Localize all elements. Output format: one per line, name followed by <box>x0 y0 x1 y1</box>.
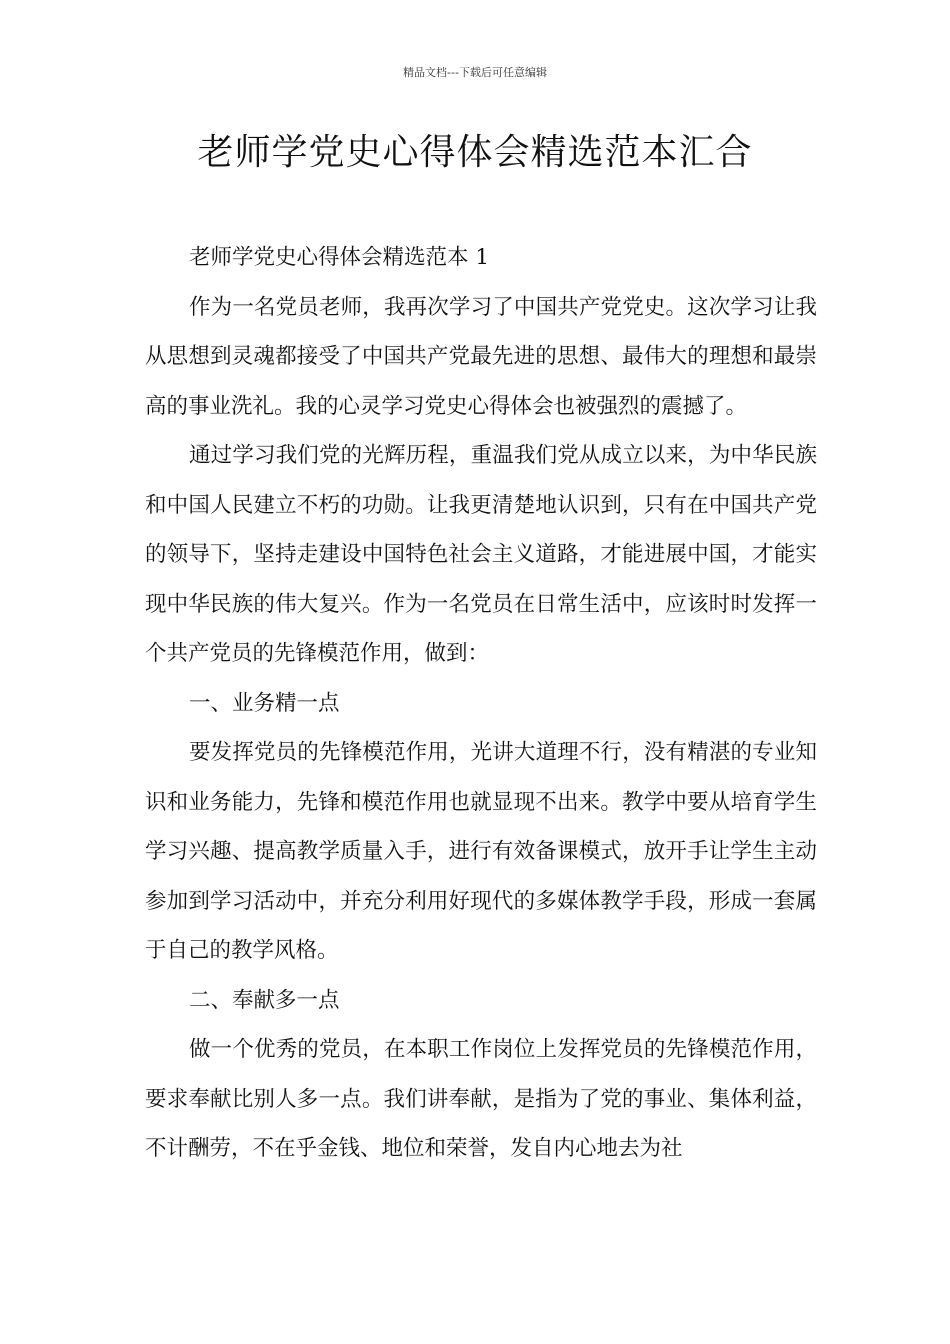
header-note: 精品文档---下载后可任意编辑 <box>403 66 547 79</box>
section-heading-sample-1: 老师学党史心得体会精选范本 1 <box>189 245 490 270</box>
subheading-dedication: 二、奉献多一点 <box>189 987 340 1013</box>
document-body <box>145 233 817 1174</box>
document-title: 老师学党史心得体会精选范本汇合 <box>197 132 753 173</box>
body-paragraph: 作为一名党员老师，我再次学习了中国共产党党史。这次学习让我从思想到灵魂都接受了中国共产党最先进的思想、最伟大的理想和最崇高的事业洗礼。我的心灵学习党史心得体会也被强烈的震撼了。 <box>145 294 817 419</box>
body-paragraph: 通过学习我们党的光辉历程，重温我们党从成立以来，为中华民族和中国人民建立不朽的功勋。让我更清楚地认识到，只有在中国共产党的领导下，坚持走建设中国特色社会主义道路，才能进展中国，才能实现中华民族的伟大复兴。作为一名党员在日常生活中，应该时时发挥一个共产党员的先锋模范作用，做到： <box>145 443 817 666</box>
body-paragraph: 做一个优秀的党员，在本职工作岗位上发挥党员的先锋模范作用，要求奉献比别人多一点。我们讲奉献，是指为了党的事业、集体利益，不计酬劳，不在乎金钱、地位和荣誉，发自内心地去为社 <box>145 1037 817 1161</box>
subheading-business: 一、业务精一点 <box>189 690 340 716</box>
body-paragraph: 要发挥党员的先锋模范作用，光讲大道理不行，没有精湛的专业知识和业务能力，先锋和模范作用也就显现不出来。教学中要从培育学生学习兴趣、提高教学质量入手，进行有效备课模式，放开手让学生主动参加到学习活动中，并充分利用好现代的多媒体教学手段，形成一套属于自己的教学风格。 <box>145 740 817 963</box>
